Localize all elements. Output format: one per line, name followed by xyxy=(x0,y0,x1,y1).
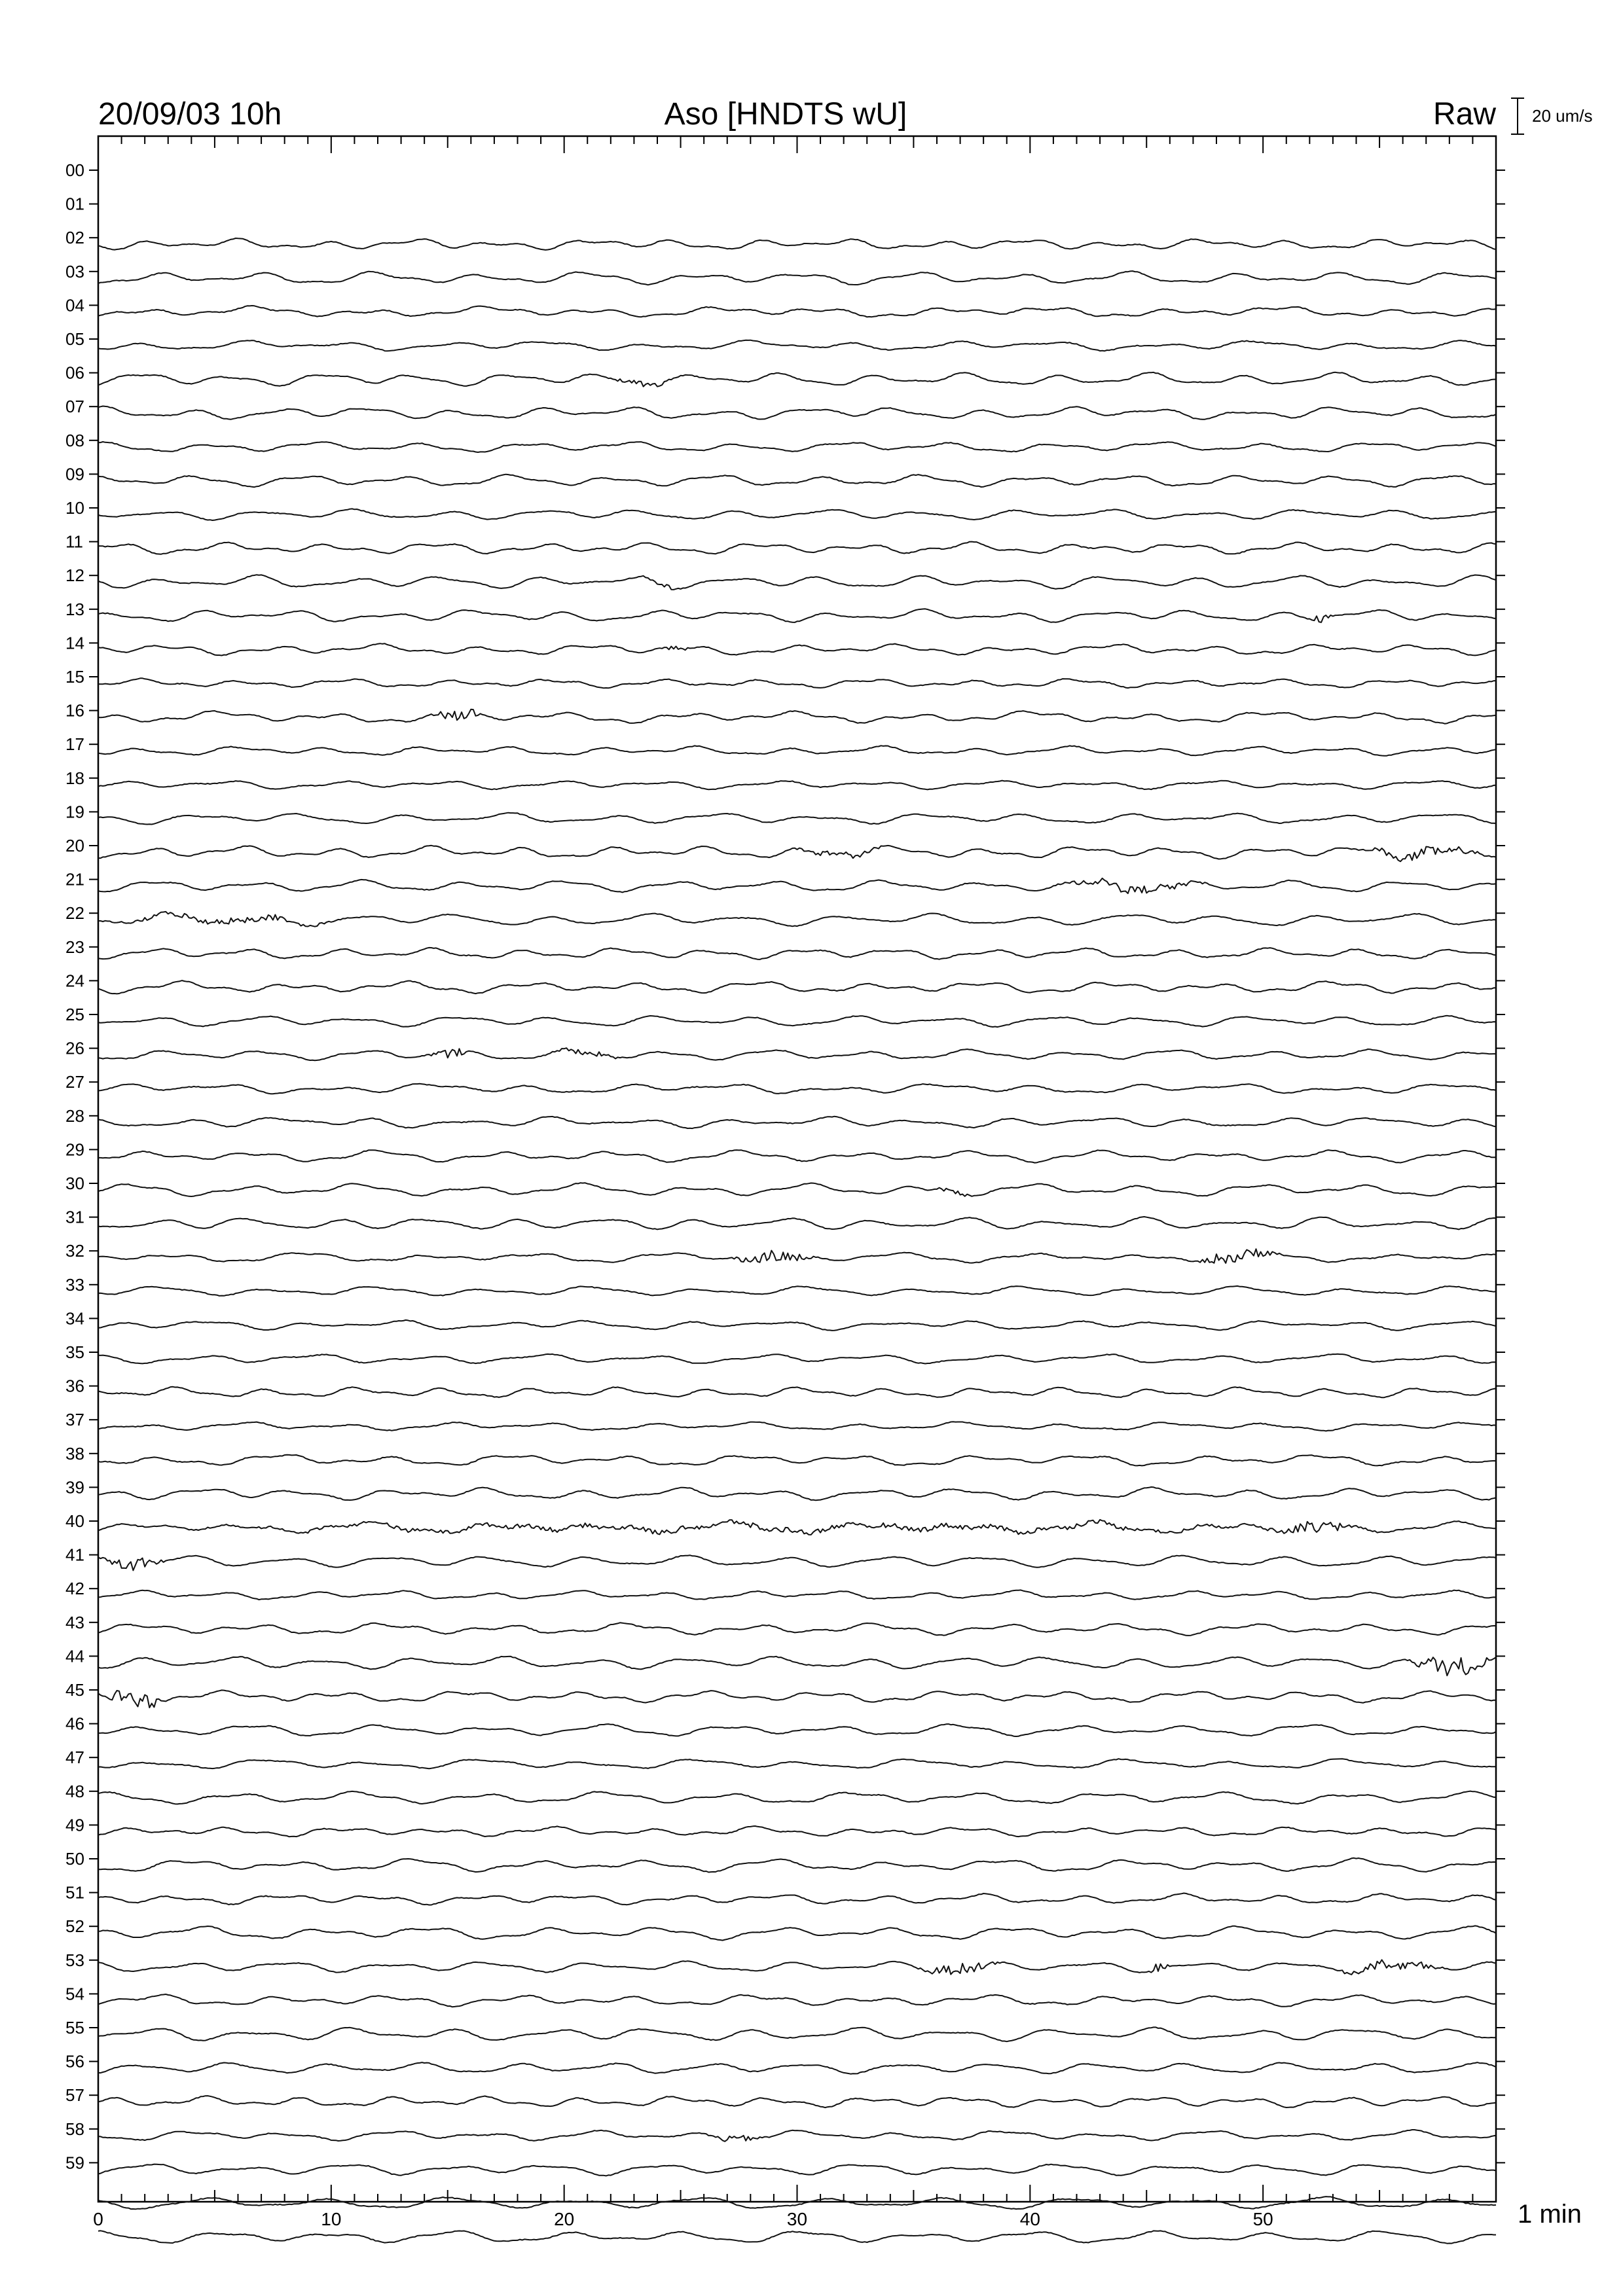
row-label: 26 xyxy=(65,1038,84,1058)
trace-line xyxy=(98,709,1496,724)
row-labels xyxy=(65,160,84,2172)
trace-line xyxy=(98,1455,1496,1466)
trace-line xyxy=(98,1555,1496,1570)
chart-mode-label: Raw xyxy=(1432,97,1496,132)
top-minute-ticks xyxy=(98,136,1496,153)
trace-line xyxy=(98,643,1496,655)
row-label: 18 xyxy=(65,768,84,788)
row-label: 36 xyxy=(65,1376,84,1396)
trace-line xyxy=(98,1354,1496,1364)
row-label: 01 xyxy=(65,194,84,214)
row-label: 28 xyxy=(65,1105,84,1126)
seismic-traces xyxy=(98,238,1496,2244)
trace-line xyxy=(98,1487,1496,1500)
trace-line xyxy=(98,1960,1496,1975)
trace-line xyxy=(98,781,1496,790)
x-tick-label: 20 xyxy=(554,2209,575,2229)
row-label: 53 xyxy=(65,1950,84,1970)
row-label: 54 xyxy=(65,1984,84,2004)
trace-line xyxy=(98,678,1496,688)
row-label: 48 xyxy=(65,1781,84,1801)
bottom-minute-ticks xyxy=(98,2185,1496,2202)
row-label: 39 xyxy=(65,1477,84,1498)
row-label: 17 xyxy=(65,734,84,755)
row-label: 00 xyxy=(65,160,84,180)
trace-line xyxy=(98,1016,1496,1027)
trace-line xyxy=(98,1387,1496,1398)
row-label: 33 xyxy=(65,1274,84,1295)
trace-line xyxy=(98,878,1496,893)
row-label: 22 xyxy=(65,903,84,924)
row-label: 19 xyxy=(65,802,84,822)
trace-line xyxy=(98,340,1496,351)
trace-line xyxy=(98,1183,1496,1196)
trace-line xyxy=(98,1320,1496,1331)
x-tick-label: 50 xyxy=(1252,2209,1273,2229)
trace-line xyxy=(98,1520,1496,1535)
trace-line xyxy=(98,1249,1496,1263)
chart-date-label: 20/09/03 10h xyxy=(98,97,282,132)
row-label: 55 xyxy=(65,2018,84,2037)
row-label: 32 xyxy=(65,1241,84,1261)
row-label: 42 xyxy=(65,1579,84,1599)
trace-line xyxy=(98,1893,1496,1905)
trace-line xyxy=(98,372,1496,387)
x-tick-labels xyxy=(93,2209,1273,2229)
row-label: 44 xyxy=(65,1646,84,1666)
x-tick-label: 40 xyxy=(1019,2209,1040,2229)
trace-line xyxy=(98,1286,1496,1296)
trace-line xyxy=(98,306,1496,317)
trace-line xyxy=(98,271,1496,285)
x-tick-label: 10 xyxy=(321,2209,342,2229)
trace-line xyxy=(98,1217,1496,1229)
trace-line xyxy=(98,1994,1496,2007)
trace-line xyxy=(98,2096,1496,2108)
row-label: 16 xyxy=(65,700,84,721)
row-label: 51 xyxy=(65,1882,84,1903)
trace-line xyxy=(98,1084,1496,1094)
row-label: 40 xyxy=(65,1511,84,1531)
trace-line xyxy=(98,846,1496,861)
row-label: 47 xyxy=(65,1748,84,1768)
row-label: 38 xyxy=(65,1443,84,1463)
trace-line xyxy=(98,1150,1496,1163)
trace-line xyxy=(98,1422,1496,1431)
trace-line xyxy=(98,575,1496,590)
row-label: 58 xyxy=(65,2119,84,2139)
row-label: 21 xyxy=(65,869,84,889)
row-label: 11 xyxy=(65,531,83,552)
trace-line xyxy=(98,609,1496,622)
row-label: 05 xyxy=(65,329,84,349)
trace-line xyxy=(98,1759,1496,1768)
row-label: 59 xyxy=(65,2153,84,2173)
row-label: 08 xyxy=(65,430,84,450)
trace-line xyxy=(98,1657,1496,1676)
trace-line xyxy=(98,509,1496,520)
trace-line xyxy=(98,2130,1496,2142)
amplitude-scale-label: 20 um/s xyxy=(1532,106,1593,126)
row-label: 09 xyxy=(65,464,84,484)
row-label: 43 xyxy=(65,1612,84,1632)
row-label: 06 xyxy=(65,363,84,383)
trace-line xyxy=(98,1791,1496,1804)
trace-line xyxy=(98,1690,1496,1708)
row-ticks xyxy=(89,170,1505,2162)
row-label: 29 xyxy=(65,1139,84,1160)
trace-line xyxy=(98,1117,1496,1128)
row-label: 03 xyxy=(65,261,84,281)
plot-frame xyxy=(98,136,1496,2202)
x-tick-label: 30 xyxy=(786,2209,808,2229)
row-label: 27 xyxy=(65,1072,84,1092)
chart-title: Aso [HNDTS wU] xyxy=(664,97,907,132)
trace-line xyxy=(98,475,1496,488)
row-label: 34 xyxy=(65,1308,84,1329)
trace-line xyxy=(98,2164,1496,2176)
row-label: 24 xyxy=(65,971,84,991)
trace-line xyxy=(98,1048,1496,1060)
trace-line xyxy=(98,1590,1496,1600)
row-label: 30 xyxy=(65,1174,84,1193)
row-label: 25 xyxy=(65,1005,84,1024)
amplitude-scale-bar xyxy=(1511,98,1524,134)
row-label: 31 xyxy=(65,1207,84,1227)
row-label: 52 xyxy=(65,1916,84,1937)
trace-line xyxy=(98,1623,1496,1636)
row-label: 50 xyxy=(65,1849,84,1869)
row-label: 49 xyxy=(65,1815,84,1835)
trace-line xyxy=(98,912,1496,927)
trace-line xyxy=(98,813,1496,825)
row-label: 15 xyxy=(65,667,84,687)
row-label: 35 xyxy=(65,1342,84,1362)
trace-line xyxy=(98,1926,1496,1940)
row-label: 20 xyxy=(65,836,84,855)
row-label: 41 xyxy=(65,1545,84,1565)
row-label: 45 xyxy=(65,1680,84,1700)
x-tick-label: 0 xyxy=(93,2209,103,2229)
trace-line xyxy=(98,442,1496,452)
trace-line xyxy=(98,406,1496,420)
row-label: 23 xyxy=(65,937,84,957)
row-label: 04 xyxy=(65,295,84,315)
trace-line xyxy=(98,2027,1496,2041)
row-label: 07 xyxy=(65,397,84,417)
row-label: 12 xyxy=(65,565,84,586)
row-label: 14 xyxy=(65,633,84,653)
trace-line xyxy=(98,948,1496,960)
row-label: 46 xyxy=(65,1713,84,1734)
duration-label: 1 min xyxy=(1518,2200,1582,2229)
trace-line xyxy=(98,542,1496,554)
trace-line xyxy=(98,745,1496,756)
trace-line xyxy=(98,1858,1496,1873)
trace-line xyxy=(98,2231,1496,2243)
trace-line xyxy=(98,238,1496,250)
row-label: 37 xyxy=(65,1410,84,1430)
trace-line xyxy=(98,980,1496,994)
row-label: 56 xyxy=(65,2051,84,2072)
trace-line xyxy=(98,2062,1496,2074)
row-label: 10 xyxy=(65,498,84,518)
trace-line xyxy=(98,1724,1496,1736)
trace-line xyxy=(98,1826,1496,1837)
row-label: 13 xyxy=(65,599,84,619)
row-label: 02 xyxy=(65,228,84,248)
row-label: 57 xyxy=(65,2085,84,2106)
